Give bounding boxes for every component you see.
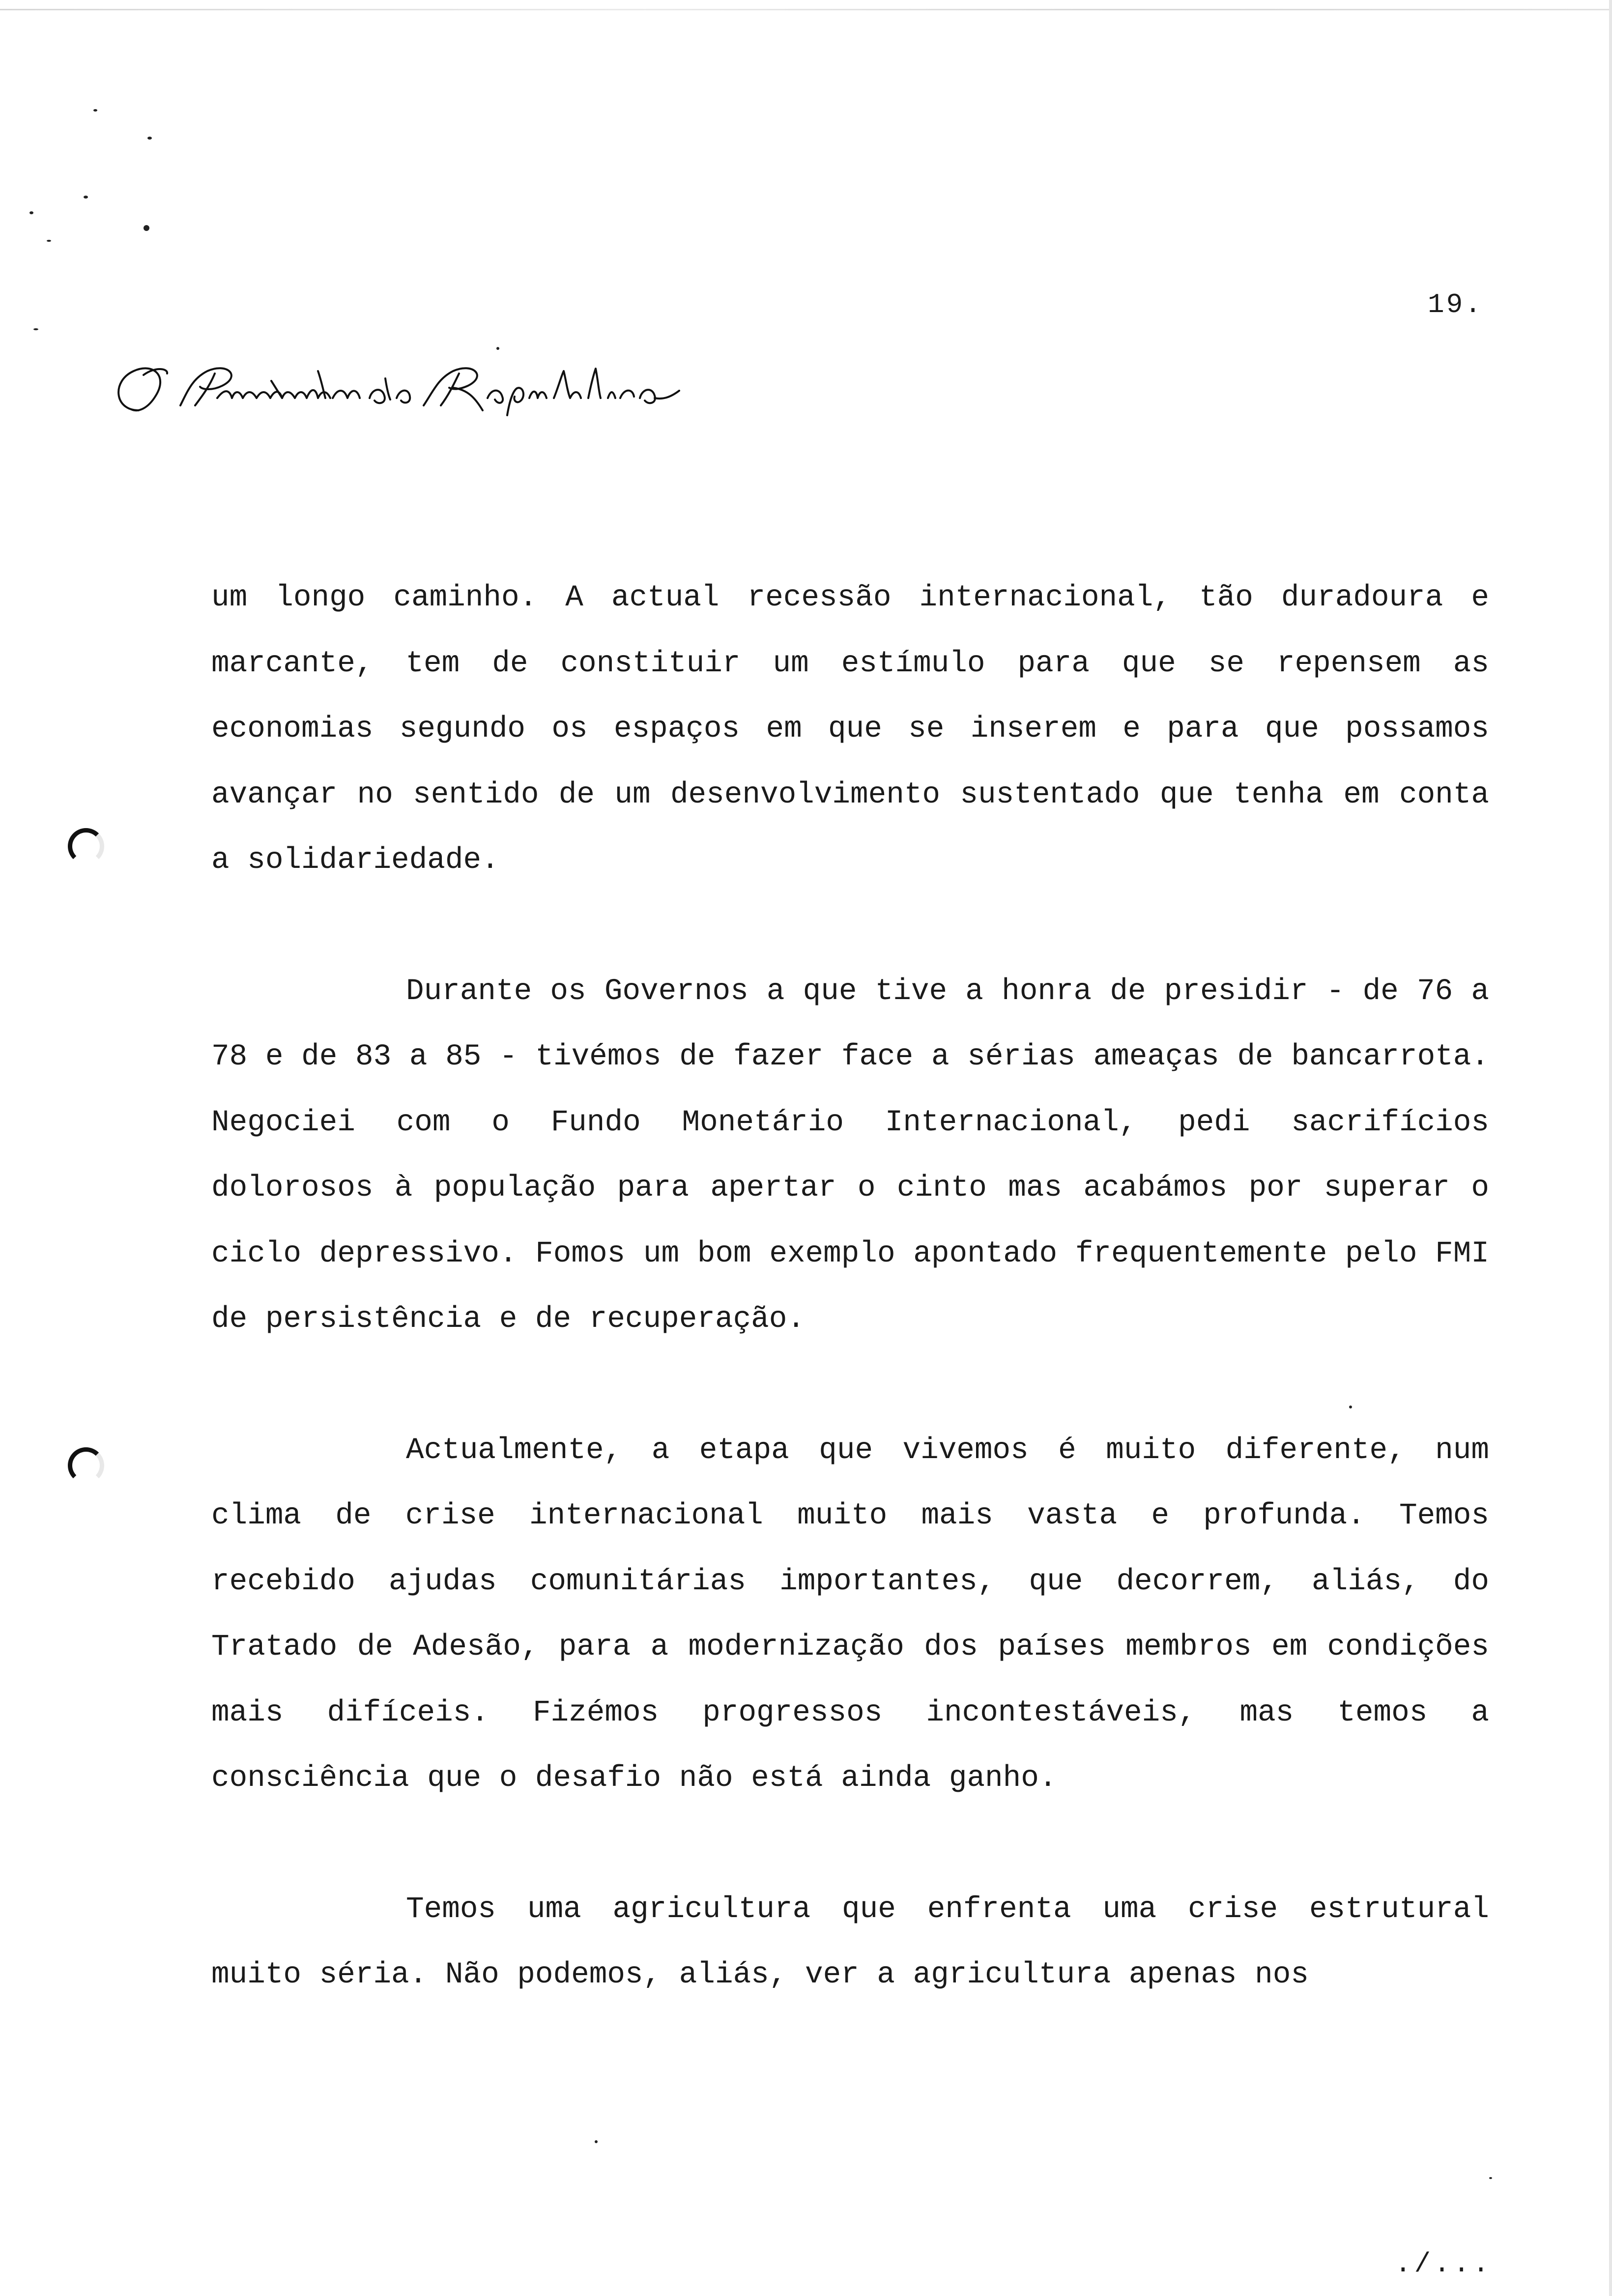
scan-top-edge [0, 9, 1612, 10]
paragraph: Temos uma agricultura que enfrenta uma crise estrutural muito séria. Não podemos, aliás, ver a agricultura apenas nos [211, 1892, 1489, 1992]
scan-right-edge [1609, 0, 1612, 2296]
paragraph-gap [211, 893, 1489, 959]
paragraph-gap [211, 1811, 1489, 1877]
punch-hole [68, 1447, 104, 1484]
letterhead-script [109, 351, 684, 430]
scan-speck [47, 240, 51, 242]
scan-speck [93, 109, 97, 112]
scan-speck [147, 137, 152, 140]
scan-speck [595, 2140, 598, 2143]
body-text [211, 565, 1489, 2008]
paragraph: Durante os Governos a que tive a honra de presidir - de 76 a 78 e de 83 a 85 - tivémos de fazer face a sérias ameaças de bancarrota. Negociei com o Fundo Monetário Internacional, pedi sacrifícios dolorosos à população para apertar o cinto mas acabámos por superar o ciclo depressivo. Fomos um bom exemplo apontado frequentemente pelo FMI de persistência e de recuperação. [211, 974, 1489, 1336]
scan-speck [1489, 2177, 1492, 2179]
scan-speck [29, 211, 33, 214]
scan-speck [84, 196, 88, 199]
continuation-mark: ./... [1395, 2248, 1493, 2280]
punch-hole [68, 828, 104, 864]
scan-speck [33, 328, 38, 330]
paragraph: um longo caminho. A actual recessão internacional, tão duradoura e marcante, tem de constituir um estímulo para que se repensem as economias segundo os espaços em que se inserem e para que possamos avançar no sentido de um desenvolvimento sustentado que tenha em conta a solidariedade. [211, 581, 1489, 877]
scan-speck [144, 225, 149, 231]
paragraph: Actualmente, a etapa que vivemos é muito diferente, num clima de crise internacional muito mais vasta e profunda. Temos recebido ajudas comunitárias importantes, que decorrem, aliás, do Tratado de Adesão, para a modernização dos países membros em condições mais difíceis. Fizémos progressos incontestáveis, mas temos a consciência que o desafio não está ainda ganho. [211, 1433, 1489, 1795]
paragraph-gap [211, 1352, 1489, 1418]
scan-speck [496, 347, 499, 350]
page-number: 19. [1428, 289, 1483, 320]
